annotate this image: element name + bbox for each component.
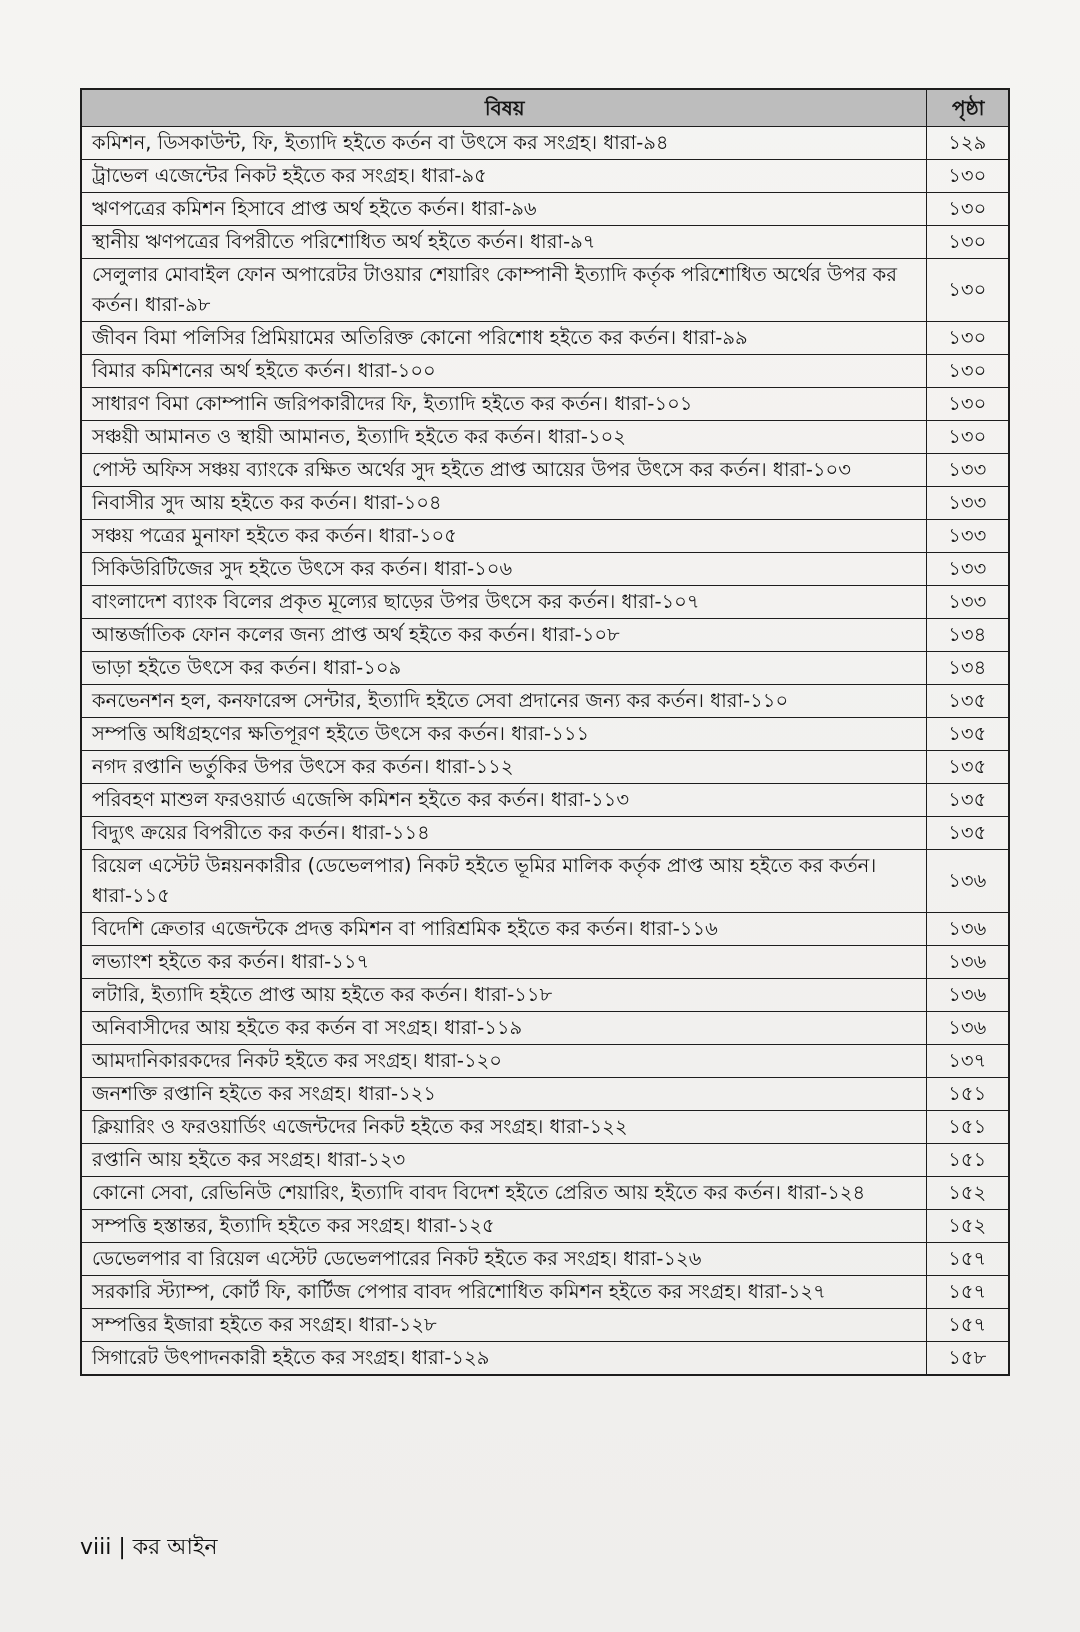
table-row — [81, 913, 1009, 946]
row-page-number: ১৫৮ — [926, 1342, 1009, 1376]
table-row — [81, 421, 1009, 454]
row-topic: সেলুলার মোবাইল ফোন অপারেটর টাওয়ার শেয়ারিং কোম্পানী ইত্যাদি কর্তৃক পরিশোধিত অর্থের উপর কর কর্তন। ধারা-৯৮ — [81, 259, 926, 322]
row-page-number: ১৫৭ — [926, 1243, 1009, 1276]
table-row — [81, 1342, 1009, 1376]
table-row — [81, 619, 1009, 652]
table-row — [81, 553, 1009, 586]
row-topic: পরিবহণ মাশুল ফরওয়ার্ড এজেন্সি কমিশন হইতে কর কর্তন। ধারা-১১৩ — [81, 784, 926, 817]
row-page-number: ১৩০ — [926, 259, 1009, 322]
row-page-number: ১৫১ — [926, 1078, 1009, 1111]
row-page-number: ১৫১ — [926, 1144, 1009, 1177]
row-topic: পোস্ট অফিস সঞ্চয় ব্যাংকে রক্ষিত অর্থের সুদ হইতে প্রাপ্ত আয়ের উপর উৎসে কর কর্তন। ধারা-১০৩ — [81, 454, 926, 487]
row-page-number: ১৩০ — [926, 226, 1009, 259]
row-topic: ঋণপত্রের কমিশন হিসাবে প্রাপ্ত অর্থ হইতে কর্তন। ধারা-৯৬ — [81, 193, 926, 226]
row-topic: কোনো সেবা, রেভিনিউ শেয়ারিং, ইত্যাদি বাবদ বিদেশ হইতে প্রেরিত আয় হইতে কর কর্তন। ধারা-১২৪ — [81, 1177, 926, 1210]
row-page-number: ১৩০ — [926, 160, 1009, 193]
row-page-number: ১৩০ — [926, 355, 1009, 388]
row-page-number: ১৫২ — [926, 1210, 1009, 1243]
table-row — [81, 718, 1009, 751]
table-row — [81, 226, 1009, 259]
table-row — [81, 586, 1009, 619]
table-row — [81, 1309, 1009, 1342]
table-row — [81, 487, 1009, 520]
row-page-number: ১৩৬ — [926, 850, 1009, 913]
table-row — [81, 1111, 1009, 1144]
table-row — [81, 193, 1009, 226]
row-topic: নিবাসীর সুদ আয় হইতে কর কর্তন। ধারা-১০৪ — [81, 487, 926, 520]
row-page-number: ১৩৪ — [926, 619, 1009, 652]
row-topic: সঞ্চয় পত্রের মুনাফা হইতে কর কর্তন। ধারা-১০৫ — [81, 520, 926, 553]
row-page-number: ১৫২ — [926, 1177, 1009, 1210]
contents-header-row — [81, 89, 1009, 127]
table-row — [81, 850, 1009, 913]
row-page-number: ১৩৩ — [926, 487, 1009, 520]
row-topic: বাংলাদেশ ব্যাংক বিলের প্রকৃত মূল্যের ছাড়ের উপর উৎসে কর কর্তন। ধারা-১০৭ — [81, 586, 926, 619]
row-page-number: ১৩০ — [926, 421, 1009, 454]
row-topic: কমিশন, ডিসকাউন্ট, ফি, ইত্যাদি হইতে কর্তন বা উৎসে কর সংগ্রহ। ধারা-৯৪ — [81, 127, 926, 160]
row-topic: লটারি, ইত্যাদি হইতে প্রাপ্ত আয় হইতে কর কর্তন। ধারা-১১৮ — [81, 979, 926, 1012]
table-row — [81, 784, 1009, 817]
row-topic: কনভেনশন হল, কনফারেন্স সেন্টার, ইত্যাদি হইতে সেবা প্রদানের জন্য কর কর্তন। ধারা-১১০ — [81, 685, 926, 718]
row-page-number: ১৩০ — [926, 322, 1009, 355]
row-topic: জনশক্তি রপ্তানি হইতে কর সংগ্রহ। ধারা-১২১ — [81, 1078, 926, 1111]
row-topic: ট্রাভেল এজেন্টের নিকট হইতে কর সংগ্রহ। ধারা-৯৫ — [81, 160, 926, 193]
row-page-number: ১৩৬ — [926, 979, 1009, 1012]
table-row — [81, 259, 1009, 322]
table-row — [81, 685, 1009, 718]
row-page-number: ১৫১ — [926, 1111, 1009, 1144]
table-row — [81, 355, 1009, 388]
row-page-number: ১৩৬ — [926, 946, 1009, 979]
row-topic: সম্পত্তি হস্তান্তর, ইত্যাদি হইতে কর সংগ্রহ। ধারা-১২৫ — [81, 1210, 926, 1243]
topic-column-header: বিষয় — [81, 89, 926, 127]
table-row — [81, 1045, 1009, 1078]
table-row — [81, 1243, 1009, 1276]
table-row — [81, 652, 1009, 685]
row-page-number: ১৩৩ — [926, 553, 1009, 586]
row-topic: সম্পত্তি অধিগ্রহণের ক্ষতিপূরণ হইতে উৎসে কর কর্তন। ধারা-১১১ — [81, 718, 926, 751]
row-topic: সম্পত্তির ইজারা হইতে কর সংগ্রহ। ধারা-১২৮ — [81, 1309, 926, 1342]
row-page-number: ১৩৬ — [926, 913, 1009, 946]
contents-body — [81, 127, 1009, 1376]
table-row — [81, 388, 1009, 421]
table-row — [81, 322, 1009, 355]
table-row — [81, 946, 1009, 979]
row-page-number: ১৩০ — [926, 193, 1009, 226]
row-topic: নগদ রপ্তানি ভর্তুকির উপর উৎসে কর কর্তন। ধারা-১১২ — [81, 751, 926, 784]
table-row — [81, 817, 1009, 850]
page-footer: viii | কর আইন — [80, 1535, 218, 1560]
row-topic: রিয়েল এস্টেট উন্নয়নকারীর (ডেভেলপার) নিকট হইতে ভূমির মালিক কর্তৃক প্রাপ্ত আয় হইতে কর কর্তন। ধারা-১১৫ — [81, 850, 926, 913]
row-topic: আমদানিকারকদের নিকট হইতে কর সংগ্রহ। ধারা-১২০ — [81, 1045, 926, 1078]
row-page-number: ১৫৭ — [926, 1309, 1009, 1342]
row-page-number: ১২৯ — [926, 127, 1009, 160]
row-topic: বিদেশি ক্রেতার এজেন্টকে প্রদত্ত কমিশন বা পারিশ্রমিক হইতে কর কর্তন। ধারা-১১৬ — [81, 913, 926, 946]
row-topic: লভ্যাংশ হইতে কর কর্তন। ধারা-১১৭ — [81, 946, 926, 979]
row-page-number: ১৩৫ — [926, 718, 1009, 751]
row-topic: স্থানীয় ঋণপত্রের বিপরীতে পরিশোধিত অর্থ হইতে কর্তন। ধারা-৯৭ — [81, 226, 926, 259]
row-page-number: ১৩৭ — [926, 1045, 1009, 1078]
table-row — [81, 160, 1009, 193]
row-topic: ভাড়া হইতে উৎসে কর কর্তন। ধারা-১০৯ — [81, 652, 926, 685]
row-page-number: ১৩৩ — [926, 454, 1009, 487]
table-row — [81, 979, 1009, 1012]
table-row — [81, 454, 1009, 487]
row-topic: রপ্তানি আয় হইতে কর সংগ্রহ। ধারা-১২৩ — [81, 1144, 926, 1177]
row-topic: বিমার কমিশনের অর্থ হইতে কর্তন। ধারা-১০০ — [81, 355, 926, 388]
page-column-header: পৃষ্ঠা — [926, 89, 1009, 127]
row-topic: সিকিউরিটিজের সুদ হইতে উৎসে কর কর্তন। ধারা-১০৬ — [81, 553, 926, 586]
table-row — [81, 751, 1009, 784]
row-page-number: ১৩৪ — [926, 652, 1009, 685]
row-topic: সিগারেট উৎপাদনকারী হইতে কর সংগ্রহ। ধারা-১২৯ — [81, 1342, 926, 1376]
row-topic: সঞ্চয়ী আমানত ও স্থায়ী আমানত, ইত্যাদি হইতে কর কর্তন। ধারা-১০২ — [81, 421, 926, 454]
row-topic: ক্লিয়ারিং ও ফরওয়ার্ডিং এজেন্টদের নিকট হইতে কর সংগ্রহ। ধারা-১২২ — [81, 1111, 926, 1144]
row-topic: বিদ্যুৎ ক্রয়ের বিপরীতে কর কর্তন। ধারা-১১৪ — [81, 817, 926, 850]
row-topic: জীবন বিমা পলিসির প্রিমিয়ামের অতিরিক্ত কোনো পরিশোধ হইতে কর কর্তন। ধারা-৯৯ — [81, 322, 926, 355]
row-page-number: ১৩৫ — [926, 751, 1009, 784]
row-page-number: ১৩৬ — [926, 1012, 1009, 1045]
table-row — [81, 1012, 1009, 1045]
row-page-number: ১৩০ — [926, 388, 1009, 421]
table-row — [81, 520, 1009, 553]
row-page-number: ১৩৫ — [926, 685, 1009, 718]
table-row — [81, 1078, 1009, 1111]
table-row — [81, 1177, 1009, 1210]
row-page-number: ১৩৩ — [926, 586, 1009, 619]
row-topic: ডেভেলপার বা রিয়েল এস্টেট ডেভেলপারের নিকট হইতে কর সংগ্রহ। ধারা-১২৬ — [81, 1243, 926, 1276]
row-page-number: ১৩৫ — [926, 784, 1009, 817]
table-row — [81, 127, 1009, 160]
row-page-number: ১৩৫ — [926, 817, 1009, 850]
row-page-number: ১৫৭ — [926, 1276, 1009, 1309]
row-topic: আন্তর্জাতিক ফোন কলের জন্য প্রাপ্ত অর্থ হইতে কর কর্তন। ধারা-১০৮ — [81, 619, 926, 652]
table-row — [81, 1144, 1009, 1177]
row-topic: অনিবাসীদের আয় হইতে কর কর্তন বা সংগ্রহ। ধারা-১১৯ — [81, 1012, 926, 1045]
row-page-number: ১৩৩ — [926, 520, 1009, 553]
table-row — [81, 1210, 1009, 1243]
table-row — [81, 1276, 1009, 1309]
contents-table — [80, 88, 1010, 1376]
row-topic: সাধারণ বিমা কোম্পানি জরিপকারীদের ফি, ইত্যাদি হইতে কর কর্তন। ধারা-১০১ — [81, 388, 926, 421]
row-topic: সরকারি স্ট্যাম্প, কোর্ট ফি, কার্টিজ পেপার বাবদ পরিশোধিত কমিশন হইতে কর সংগ্রহ। ধারা-১২৭ — [81, 1276, 926, 1309]
